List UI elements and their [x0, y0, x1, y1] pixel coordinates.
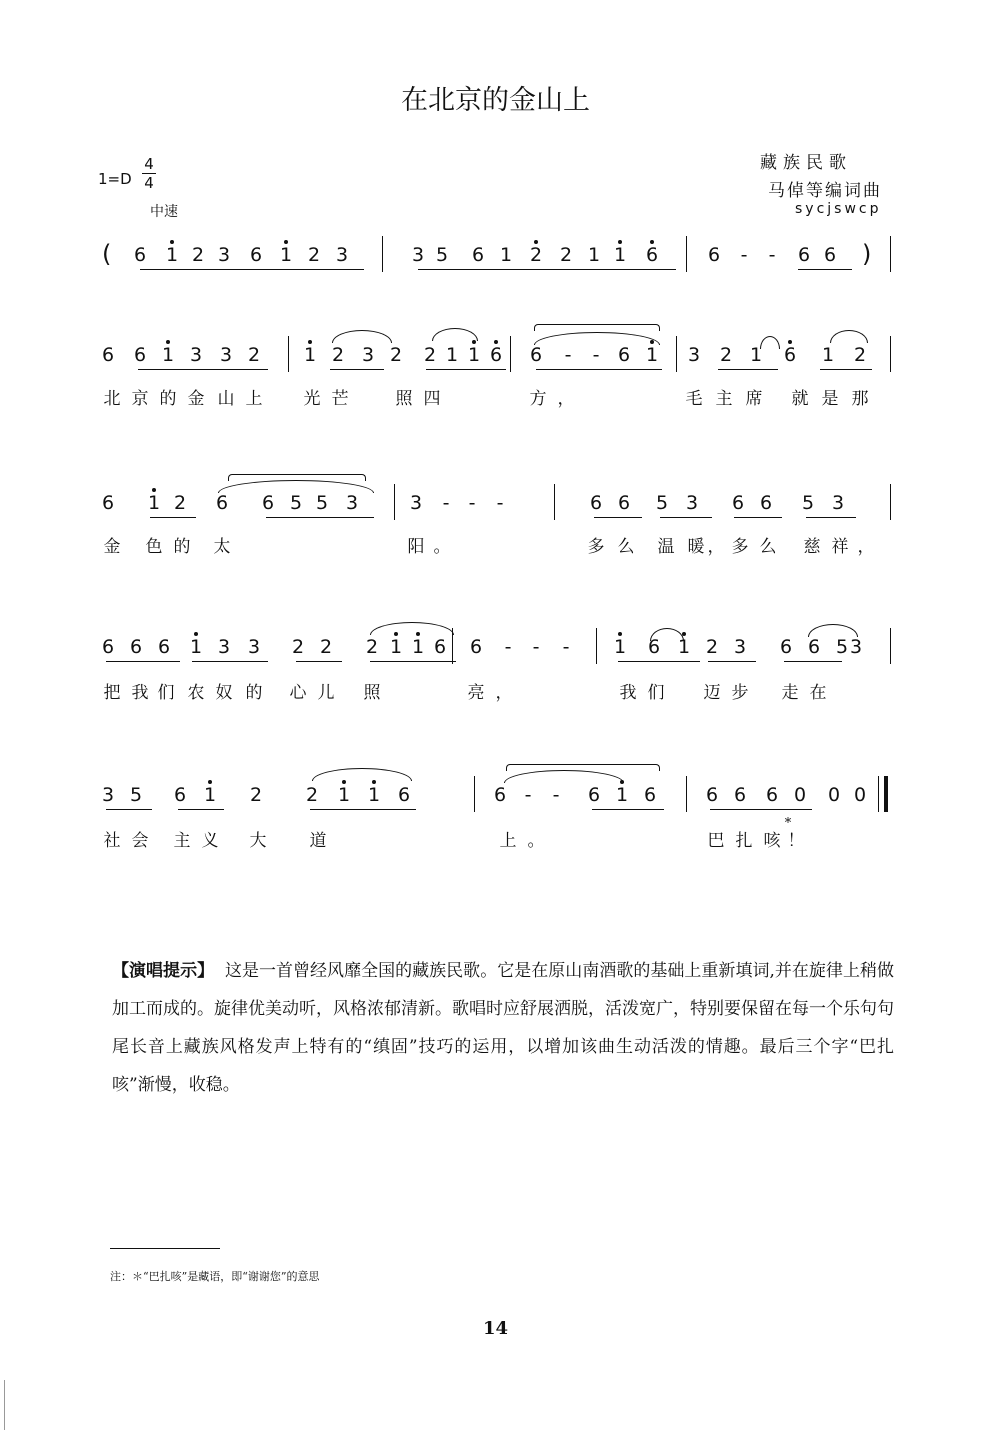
lyric-l2-15: 席	[745, 389, 763, 409]
note-5-11: -	[524, 784, 532, 806]
note-2-6: 2	[247, 344, 261, 366]
note-2-23: 6	[779, 344, 801, 366]
note-3-18: 6	[759, 492, 773, 514]
lyric-l4-13: 们	[647, 683, 665, 703]
note-3-20: 3	[831, 492, 845, 514]
note-2-19: 1	[641, 344, 663, 366]
note-1-3: 2	[191, 244, 205, 266]
footnote: 注：＊“巴扎咳”是藏语，即“谢谢您”的意思	[110, 1270, 320, 1283]
lyric-l2-18: 那	[851, 389, 869, 409]
note-5-2: 5	[129, 784, 143, 806]
lyric-l2-14: 主	[715, 389, 733, 409]
note-2-9: 3	[361, 344, 375, 366]
note-3-1: 6	[101, 492, 115, 514]
note-1-16: 1	[609, 244, 631, 266]
note-1-4: 3	[217, 244, 231, 266]
lyric-l2-1: 北	[103, 389, 121, 409]
note-4-14: -	[504, 636, 512, 658]
note-5-12: -	[552, 784, 560, 806]
note-1-9: 3	[411, 244, 425, 266]
note-3-3: 2	[173, 492, 187, 514]
lyric-l5-8: 。	[527, 831, 545, 851]
tie-bracket-1	[534, 324, 660, 331]
note-5-3: 6	[173, 784, 187, 806]
tempo-marking: 中速	[150, 204, 178, 220]
barline-5-2	[686, 776, 687, 812]
lyric-l4-3: 们	[157, 683, 175, 703]
lyric-l2-3: 的	[159, 389, 177, 409]
barline-3-2	[554, 484, 555, 520]
note-2-5: 3	[219, 344, 233, 366]
note-3-13: 6	[589, 492, 603, 514]
barline-1-3	[890, 236, 891, 272]
note-3-14: 6	[617, 492, 631, 514]
note-4-6: 3	[247, 636, 261, 658]
note-2-16: -	[564, 344, 572, 366]
lyric-l2-2: 京	[131, 389, 149, 409]
hint-text: 这是一首曾经风靡全国的藏族民歌。它是在原山南酒歌的基础上重新填词,并在旋律上稍做加工而成的。旋律优美动听，风格浓郁清新。歌唱时应舒展洒脱，活泼宽广，特别要保留在每一个乐句句尾长音上藏族风格发声上特有的“缜固”技巧的运用，以增加该曲生动活泼的情趣。最后三个字“巴扎咳”渐慢，收稳。	[112, 961, 895, 1095]
note-3-6: 5	[289, 492, 303, 514]
barline-4-3	[890, 628, 891, 664]
lyric-l4-1: 把	[103, 683, 121, 703]
note-5-8: 1	[363, 784, 385, 806]
note-5-5: 2	[249, 784, 263, 806]
lyric-l5-7: 上	[499, 831, 517, 851]
lyric-l2-9: 照	[395, 389, 413, 409]
underline-1-2	[418, 269, 676, 270]
underline-3-6	[806, 517, 856, 518]
lyric-l2-12: ，	[557, 389, 575, 409]
note-1-6: 1	[275, 244, 297, 266]
note-4-9: 2	[365, 636, 379, 658]
lyric-l3-6: 。	[433, 537, 451, 557]
note-2-25: 2	[853, 344, 867, 366]
note-2-11: 2	[423, 344, 437, 366]
slur-4-1	[370, 622, 454, 635]
note-4-23: 6	[807, 636, 821, 658]
note-3-4: 6	[215, 492, 229, 514]
lyric-l5-13: ！	[787, 831, 805, 851]
note-4-4: 1	[185, 636, 207, 658]
note-5-6: 2	[305, 784, 319, 806]
note-1-2: 1	[161, 244, 183, 266]
note-1-1: 6	[133, 244, 147, 266]
lyric-l5-2: 会	[131, 831, 149, 851]
underline-2-1	[138, 369, 268, 370]
lyric-l2-7: 光	[303, 389, 321, 409]
note-1-19: -	[740, 244, 748, 266]
note-2-24: 1	[821, 344, 835, 366]
lyric-l2-4: 金	[187, 389, 205, 409]
lyric-l4-4: 农	[187, 683, 205, 703]
lyric-l3-1: 金	[103, 537, 121, 557]
slur-5-2	[504, 770, 624, 783]
note-3-7: 5	[315, 492, 329, 514]
note-2-17: -	[592, 344, 600, 366]
final-barline-thin	[878, 776, 879, 812]
note-3-8: 3	[345, 492, 359, 514]
lyric-l3-11: ，	[707, 537, 725, 557]
lyric-l4-15: 步	[731, 683, 749, 703]
note-2-4: 3	[189, 344, 203, 366]
slur-2-5	[830, 330, 868, 343]
lyric-l3-12: 多	[731, 537, 749, 557]
note-1-21: 6	[797, 244, 811, 266]
underline-5-4	[592, 809, 664, 810]
lyric-l3-13: 么	[759, 537, 777, 557]
note-5-20: 0	[827, 784, 841, 806]
note-5-18: 6	[765, 784, 779, 806]
note-2-20: 3	[687, 344, 701, 366]
note-4-7: 2	[291, 636, 305, 658]
lyric-l4-9: 照	[363, 683, 381, 703]
lyric-l3-10: 暖	[687, 537, 705, 557]
note-4-18: 6	[647, 636, 661, 658]
slur-2-4	[760, 336, 780, 349]
lyric-l4-17: 在	[809, 683, 827, 703]
lyric-l3-5: 阳	[407, 537, 425, 557]
barline-1-2	[686, 236, 687, 272]
lyric-l5-5: 大	[249, 831, 267, 851]
note-1-18: 6	[707, 244, 721, 266]
note-4-16: -	[562, 636, 570, 658]
slur-4-3	[808, 624, 858, 637]
note-4-19: 1	[673, 636, 695, 658]
note-1-12: 1	[499, 244, 513, 266]
key-signature: 1=D	[98, 170, 132, 188]
note-4-22: 6	[779, 636, 793, 658]
time-signature-bottom: 4	[144, 174, 154, 192]
lyric-l5-4: 义	[201, 831, 219, 851]
note-5-17: 6	[733, 784, 747, 806]
underline-3-5	[734, 517, 782, 518]
note-2-8: 2	[331, 344, 345, 366]
underline-1-3	[798, 269, 852, 270]
lyric-l3-3: 的	[173, 537, 191, 557]
note-3-9: 3	[409, 492, 423, 514]
underline-4-5	[618, 661, 700, 662]
lyric-l4-8: 儿	[317, 683, 335, 703]
note-3-12: -	[496, 492, 504, 514]
barline-2-3	[676, 336, 677, 372]
note-1-7: 2	[307, 244, 321, 266]
slur-3-1	[218, 480, 374, 493]
note-4-15: -	[532, 636, 540, 658]
underline-4-7	[784, 661, 842, 662]
lyric-l4-11: ，	[495, 683, 513, 703]
open-paren: (	[102, 240, 112, 268]
genre-credit: 藏族民歌	[760, 153, 852, 173]
note-2-12: 1	[445, 344, 459, 366]
lyric-l5-9: 巴	[707, 831, 725, 851]
lyric-l3-16: ，	[857, 537, 875, 557]
lyric-l4-10: 亮	[467, 683, 485, 703]
lyric-l4-16: 走	[781, 683, 799, 703]
underline-4-2	[192, 661, 268, 662]
note-2-15: 6	[529, 344, 543, 366]
note-3-11: -	[468, 492, 476, 514]
lyric-l5-10: 扎	[735, 831, 753, 851]
source-credit: sycjswcp	[795, 201, 882, 217]
note-2-2: 6	[133, 344, 147, 366]
underline-5-2	[178, 809, 224, 810]
slur-2-3	[534, 332, 660, 345]
underline-5-3	[310, 809, 416, 810]
lyric-l4-12: 我	[619, 683, 637, 703]
lyric-l4-5: 奴	[215, 683, 233, 703]
underline-1-1	[140, 269, 364, 270]
note-2-14: 6	[485, 344, 507, 366]
lyric-l3-2: 色	[145, 537, 163, 557]
hint-label: 【演唱提示】	[112, 961, 215, 981]
note-2-1: 6	[101, 344, 115, 366]
lyric-l5-1: 社	[103, 831, 121, 851]
lyric-l2-17: 是	[821, 389, 839, 409]
performance-hint	[112, 952, 894, 1104]
note-3-19: 5	[801, 492, 815, 514]
barline-5-1	[474, 776, 475, 812]
note-1-5: 6	[249, 244, 263, 266]
lyric-l4-6: 的	[245, 683, 263, 703]
note-4-24: 5	[835, 636, 849, 658]
note-4-25: 3	[849, 636, 863, 658]
note-3-16: 3	[685, 492, 699, 514]
note-1-11: 6	[471, 244, 485, 266]
note-1-8: 3	[335, 244, 349, 266]
lyric-l4-7: 心	[289, 683, 307, 703]
underline-2-6	[820, 369, 872, 370]
note-1-15: 1	[587, 244, 601, 266]
lyric-l4-14: 迈	[703, 683, 721, 703]
lyric-l5-12: *	[784, 816, 792, 831]
lyric-l2-6: 上	[245, 389, 263, 409]
note-4-2: 6	[129, 636, 143, 658]
barline-5-3	[884, 776, 888, 812]
underline-4-6	[708, 661, 756, 662]
note-2-3: 1	[157, 344, 179, 366]
note-2-18: 6	[617, 344, 631, 366]
slur-2-2	[432, 328, 478, 341]
note-5-15: 6	[643, 784, 657, 806]
note-4-3: 6	[157, 636, 171, 658]
lyric-l3-4: 太	[213, 537, 231, 557]
lyric-l2-11: 方	[529, 389, 547, 409]
note-4-10: 1	[385, 636, 407, 658]
note-1-17: 6	[641, 244, 663, 266]
note-1-22: 6	[823, 244, 837, 266]
lyric-l2-13: 毛	[685, 389, 703, 409]
underline-4-3	[296, 661, 342, 662]
lyric-l3-7: 多	[587, 537, 605, 557]
barline-1-1	[382, 236, 383, 272]
lyric-l2-8: 芒	[331, 389, 349, 409]
note-2-21: 2	[719, 344, 733, 366]
note-4-8: 2	[319, 636, 333, 658]
lyric-l3-15: 祥	[831, 537, 849, 557]
note-5-4: 1	[199, 784, 221, 806]
note-5-13: 6	[587, 784, 601, 806]
note-5-1: 3	[101, 784, 115, 806]
note-3-10: -	[442, 492, 450, 514]
underline-4-1	[106, 661, 180, 662]
barline-2-1	[288, 336, 289, 372]
note-4-12: 6	[433, 636, 447, 658]
lyric-l5-11: 咳	[763, 831, 781, 851]
note-5-10: 6	[493, 784, 507, 806]
note-1-10: 5	[435, 244, 449, 266]
tie-bracket-2	[228, 474, 366, 481]
lyric-l3-14: 慈	[803, 537, 821, 557]
barline-4-2	[596, 628, 597, 664]
note-4-1: 6	[101, 636, 115, 658]
underline-2-2	[330, 369, 384, 370]
barline-2-2	[510, 336, 511, 372]
slur-2-1	[332, 330, 392, 343]
barline-3-3	[890, 484, 891, 520]
note-4-20: 2	[705, 636, 719, 658]
underline-2-3	[426, 369, 506, 370]
lyric-l2-16: 就	[791, 389, 809, 409]
underline-4-4	[370, 661, 456, 662]
note-3-15: 5	[655, 492, 669, 514]
note-4-17: 1	[609, 636, 631, 658]
note-5-7: 1	[333, 784, 355, 806]
barline-2-4	[890, 336, 891, 372]
slur-4-2	[650, 628, 684, 641]
slur-5-1	[312, 768, 412, 781]
lyric-l5-6: 道	[309, 831, 327, 851]
note-3-5: 6	[261, 492, 275, 514]
note-1-14: 2	[559, 244, 573, 266]
note-4-21: 3	[733, 636, 747, 658]
note-2-13: 1	[463, 344, 485, 366]
note-2-10: 2	[389, 344, 403, 366]
barline-3-1	[394, 484, 395, 520]
note-5-21: 0	[853, 784, 867, 806]
lyric-l4-2: 我	[131, 683, 149, 703]
underline-3-3	[594, 517, 642, 518]
lyric-l2-10: 四	[423, 389, 441, 409]
underline-5-5	[710, 809, 812, 810]
lyric-l2-5: 山	[217, 389, 235, 409]
note-2-22: 1	[749, 344, 763, 366]
lyric-l3-9: 温	[657, 537, 675, 557]
underline-5-1	[106, 809, 152, 810]
note-4-5: 3	[217, 636, 231, 658]
footnote-divider	[110, 1248, 220, 1249]
note-1-20: -	[768, 244, 776, 266]
underline-3-1	[150, 517, 196, 518]
underline-3-4	[660, 517, 712, 518]
note-4-11: 1	[407, 636, 429, 658]
lyric-l5-3: 主	[173, 831, 191, 851]
tie-bracket-3	[506, 764, 660, 771]
note-5-9: 6	[397, 784, 411, 806]
note-3-17: 6	[731, 492, 745, 514]
note-5-14: 1	[611, 784, 633, 806]
underline-3-2	[266, 517, 374, 518]
close-paren: )	[862, 240, 872, 268]
lyric-l3-8: 么	[617, 537, 635, 557]
note-5-19: 0	[793, 784, 807, 806]
scan-edge	[4, 1380, 5, 1430]
note-3-2: 1	[143, 492, 165, 514]
underline-2-4	[536, 369, 662, 370]
note-4-13: 6	[469, 636, 483, 658]
song-title: 在北京的金山上	[401, 85, 590, 116]
note-2-7: 1	[299, 344, 321, 366]
underline-2-5	[718, 369, 778, 370]
time-signature-top: 4	[144, 155, 154, 173]
note-5-16: 6	[705, 784, 719, 806]
note-1-13: 2	[525, 244, 547, 266]
author-credit: 马倬等编词曲	[768, 181, 882, 201]
page-number: 14	[482, 1318, 509, 1339]
